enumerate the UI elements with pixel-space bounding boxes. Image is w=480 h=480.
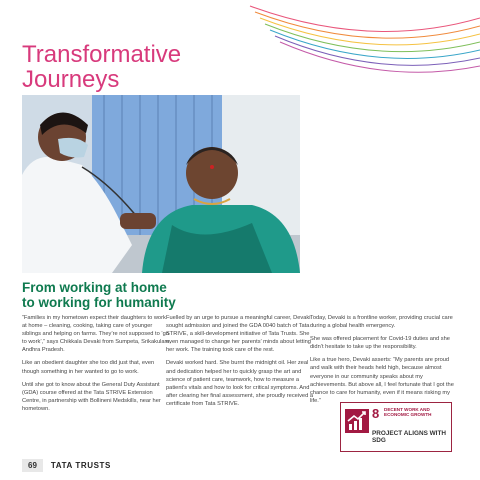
- growth-chart-icon: [345, 409, 369, 433]
- page-footer: [22, 458, 111, 472]
- paragraph: Today, Devaki is a frontline worker, providing crucial care during a global health emergency.: [310, 315, 453, 330]
- paragraph: She was offered placement for Covid-19 duties and she didn’t hesitate to take up the responsibility.: [310, 336, 450, 351]
- paragraph: Fuelled by an urge to pursue a meaningful career, Devaki sought admission and joined the GDA 0040 batch of Tata STRIVE, a skill-development initiative of Tata Trusts. She even managed to change her parents’ minds about letting her work. The training took care of the rest.: [166, 315, 311, 354]
- sdg-badge: [340, 402, 452, 452]
- photo-nurse-with-patient: [22, 95, 300, 273]
- paragraph: Until she got to know about the General Duty Assistant (GDA) course offered at the Tata STRIVE Extension Centre, in partnership with Bollineni Medskills, near her hometown.: [22, 381, 161, 412]
- title-line-1: Transformative: [22, 41, 182, 68]
- page-title: [22, 42, 181, 92]
- section-heading-line-1: From working at home: [22, 280, 167, 295]
- sdg-goal-label: DECENT WORK AND ECONOMIC GROWTH: [384, 407, 432, 418]
- section-heading: [22, 280, 176, 310]
- text-column-2: [166, 314, 316, 413]
- paragraph: Devaki worked hard. She burnt the midnight oil. Her zeal and dedication helped her to quickly grasp the art and science of patient care, teamwork, how to measure a patient’s vitals and how to look for critical symptoms. And after clearing her final assessment, she proudly received a certificate from Tata STRIVE.: [166, 360, 314, 407]
- title-line-2: Journeys: [22, 66, 120, 93]
- text-column-1: [22, 314, 172, 418]
- brand-name: TATA TRUSTS: [50, 460, 111, 470]
- paragraph: “Families in my hometown expect their daughters to work at home – cleaning, cooking, taking care of younger siblings and helping on farms. They’re not supposed to ‘go to work’,” says Chikkala Devaki from Sumpeta, Srikakulam, Andhra Pradesh.: [22, 315, 171, 354]
- text-column-3: [310, 314, 460, 410]
- sdg-number: 8: [372, 406, 380, 421]
- sdg-project-label: PROJECT ALIGNS WITH SDG: [372, 430, 446, 445]
- paragraph: Like an obedient daughter she too did just that, even though something in her wanted to go to work.: [22, 360, 155, 375]
- page-number: 69: [22, 459, 43, 472]
- section-heading-line-2: to working for humanity: [22, 295, 176, 310]
- paragraph: Like a true hero, Devaki asserts: “My parents are proud and walk with their heads held high, because almost everyone in our community speaks about my achievements. But above all, I feel fortunate that I got the chance to care for humanity, even if it means risking my life.”: [310, 357, 454, 404]
